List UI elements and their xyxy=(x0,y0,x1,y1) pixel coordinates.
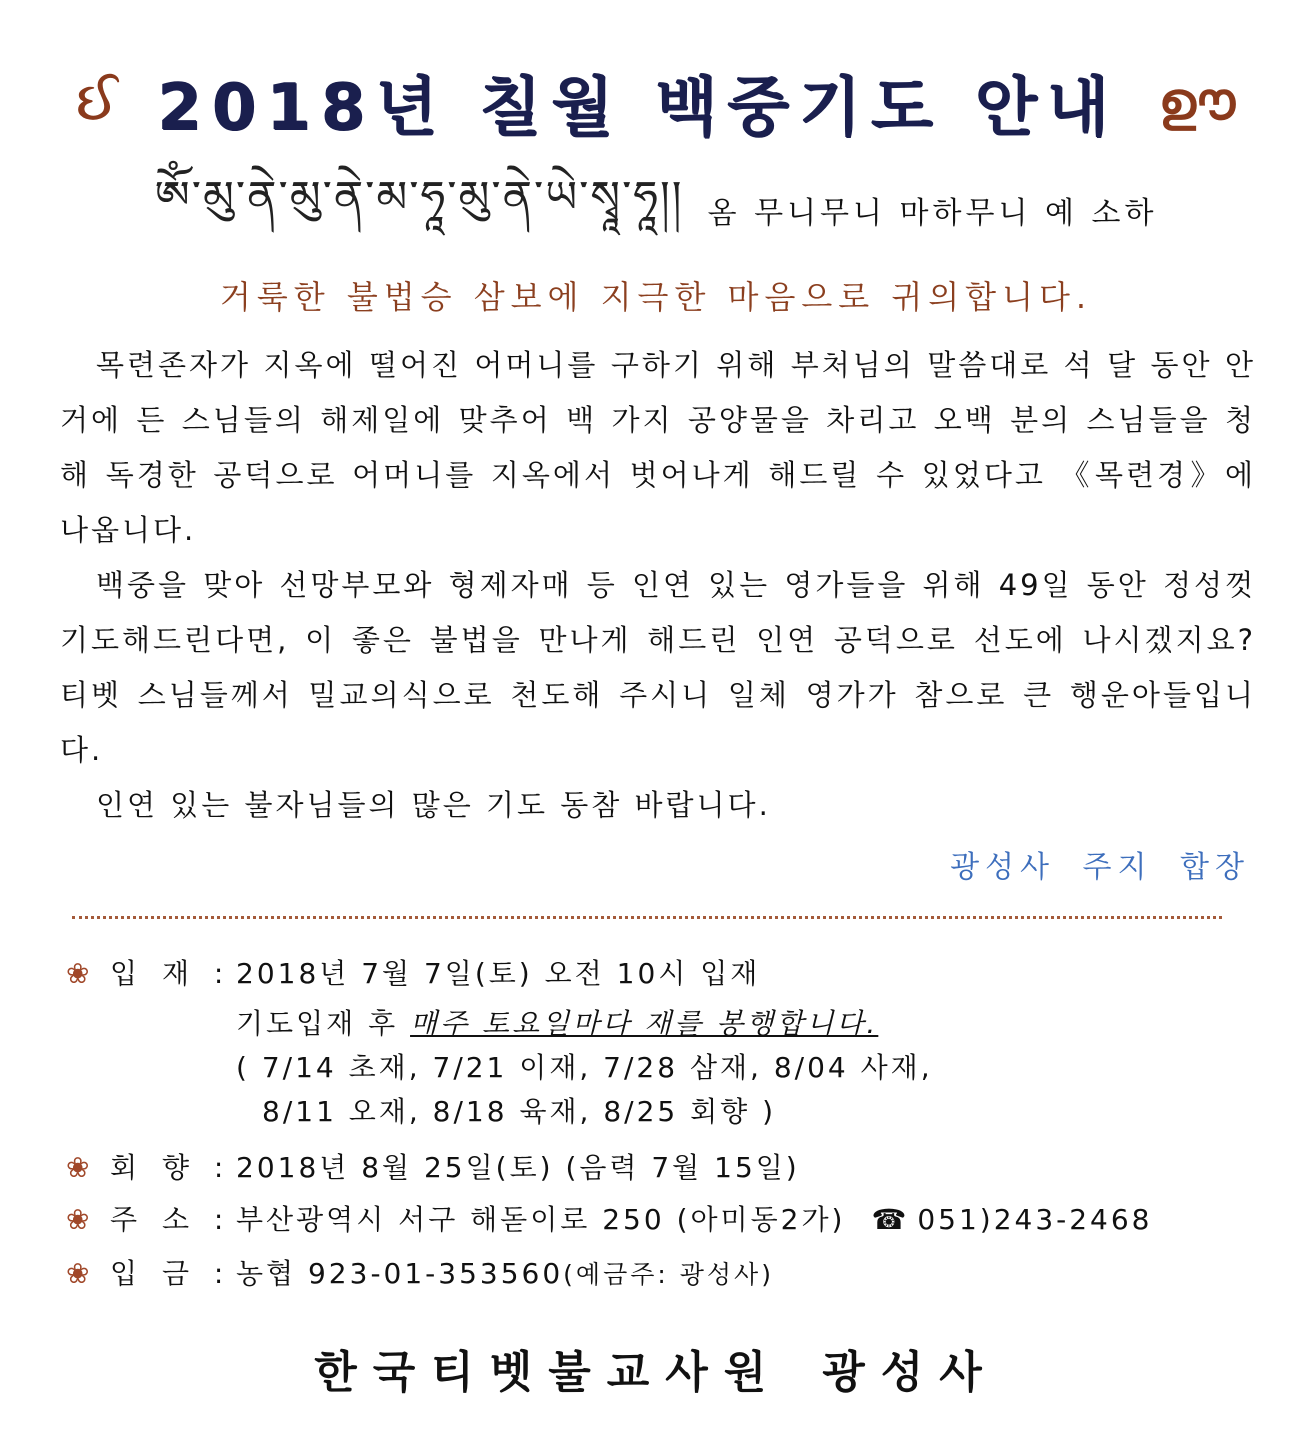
info-row-deposit xyxy=(66,1252,774,1292)
dotted-divider xyxy=(72,916,1222,919)
start-line-4: 8/11 오재, 8/18 육재, 8/25 회향 ) xyxy=(262,1095,777,1128)
flower-bullet-icon: ❀ xyxy=(66,1151,93,1184)
info-row-address xyxy=(66,1198,1153,1238)
weekly-notice: 매주 토요일마다 재를 봉행합니다. xyxy=(410,1007,879,1040)
start-value: 2018년 7월 7일(토) 오전 10시 입재 xyxy=(236,957,761,990)
deposit-value: 농협 923-01-353560 xyxy=(236,1257,564,1290)
end-value: 2018년 8월 25일(토) (음력 7월 15일) xyxy=(236,1151,800,1184)
book-title: 《목련경》 xyxy=(1060,458,1225,492)
address-value: 부산광역시 서구 해돋이로 250 (아미동2가) xyxy=(236,1203,846,1236)
refuge-line: 거룩한 불법승 삼보에 지극한 마음으로 귀의합니다. xyxy=(219,278,1093,316)
ornament-left-icon: ઈ xyxy=(76,71,118,132)
tibetan-mantra: ཨོཾ་མུ་ནེ་མུ་ནེ་མ་ཧཱ་མུ་ནེ་ཡེ་སྭཱ་ཧཱ།། xyxy=(154,172,684,223)
mantra-row xyxy=(0,170,1312,250)
deposit-label: 입 금 : xyxy=(110,1257,232,1290)
signature: 광성사 주지 합장 xyxy=(950,850,1250,885)
korean-mantra: 옴 무니무니 마하무니 예 소하 xyxy=(707,196,1158,231)
page-title: 2018년 칠월 백중기도 안내 xyxy=(157,71,1119,145)
start-line-2-prefix: 기도입재 후 xyxy=(236,1007,411,1040)
start-label: 입 재 : xyxy=(110,957,232,990)
body-paragraph-1 xyxy=(60,338,1256,558)
flower-bullet-icon: ❀ xyxy=(66,1203,93,1236)
ornament-right-icon: ഊ xyxy=(1158,71,1236,132)
info-row-start xyxy=(66,952,760,992)
account-holder: (예금주: 광성사) xyxy=(563,1260,774,1289)
body-paragraph-3: 인연 있는 불자님들의 많은 기도 동참 바랍니다. xyxy=(96,788,771,822)
paragraph-1-text: 목련존자가 지옥에 떨어진 어머니를 구하기 위해 부처님의 말씀대로 석 달 동안 안거에 든 스님들의 해제일에 맞추어 백 가지 공양물을 차리고 오백 분의 스님들을 청해 독경한 공덕으로 어머니를 지옥에서 벗어나게 해드릴 수 있었다고 xyxy=(60,348,1256,492)
paragraph-1-end: 에 나옵니다. xyxy=(60,458,1256,547)
temple-name-part-2: 광성사 xyxy=(822,1347,998,1398)
end-label: 회 향 : xyxy=(110,1151,232,1184)
start-line-2 xyxy=(236,1002,878,1042)
phone-number: 051)243-2468 xyxy=(917,1203,1153,1236)
temple-name-part-1: 한국티벳불교사원 xyxy=(314,1347,783,1398)
flower-bullet-icon: ❀ xyxy=(66,957,93,990)
flower-bullet-icon: ❀ xyxy=(66,1257,93,1290)
phone-icon: ☎ xyxy=(871,1203,910,1236)
address-label: 주 소 : xyxy=(110,1203,232,1236)
start-line-3: ( 7/14 초재, 7/21 이재, 7/28 삼재, 8/04 사재, xyxy=(236,1051,933,1084)
body-paragraph-2: 백중을 맞아 선망부모와 형제자매 등 인연 있는 영가들을 위해 49일 동안 정성껏 기도해드린다면, 이 좋은 불법을 만나게 해드린 인연 공덕으로 선도에 나시겠지요? 티벳 스님들께서 밀교의식으로 천도해 주시니 일체 영가가 참으로 큰 행운아들입니다. xyxy=(60,568,1256,767)
info-row-end xyxy=(66,1146,800,1186)
title-row xyxy=(0,52,1312,152)
temple-name xyxy=(0,1336,1312,1400)
